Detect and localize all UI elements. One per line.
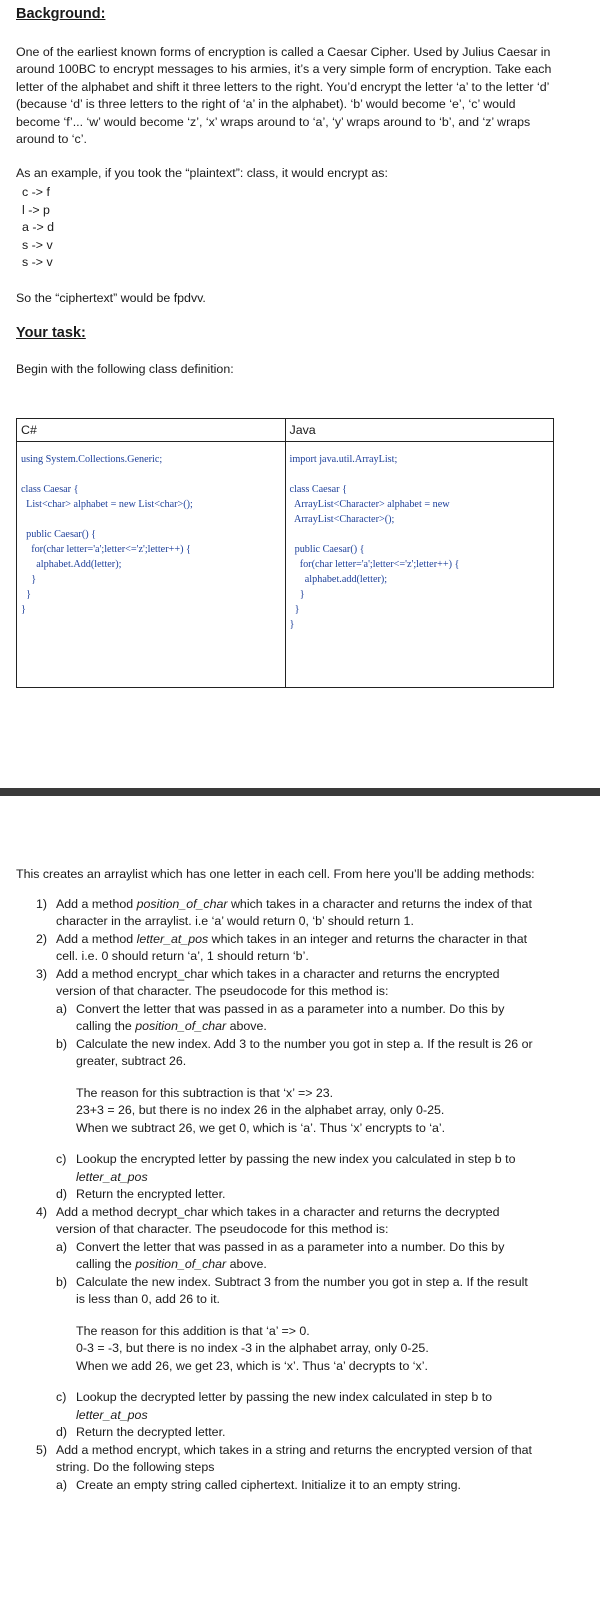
- step-3: [16, 966, 538, 1001]
- step-4d: [16, 1424, 538, 1442]
- code-line: }: [21, 574, 37, 585]
- code-line: import java.util.ArrayList;: [289, 454, 398, 465]
- code-line: ArrayList<Character>();: [289, 514, 395, 525]
- code-line: List<char> alphabet = new List<char>();: [21, 499, 193, 510]
- code-line: public Caesar() {: [21, 529, 97, 540]
- step-5-substeps: [16, 1477, 538, 1495]
- step-4a: [16, 1239, 538, 1274]
- step-number: 5): [36, 1442, 48, 1457]
- step-3-substeps: [16, 1001, 538, 1071]
- example-mapping-list: [22, 184, 556, 272]
- java-code-block: [290, 442, 550, 632]
- note-line: When we add 26, we get 23, which is ‘x’. Thus ‘a’ decrypts to ‘x’.: [76, 1358, 428, 1373]
- substep-letter: a): [56, 1239, 68, 1254]
- methods-section: [16, 866, 538, 1494]
- step-4-note: [16, 1323, 538, 1376]
- example-mapping-line: a -> d: [22, 220, 55, 234]
- page-divider: [0, 788, 600, 796]
- step-text: Add a method decrypt_char which takes in a character and returns the decrypted version of that character. The pseudocode for this method is:: [56, 1204, 500, 1236]
- substep-letter: b): [56, 1274, 68, 1289]
- step-text: Add a method encrypt_char which takes in a character and returns the encrypted version of that character. The pseudocode for this method is:: [56, 966, 500, 998]
- method-name: letter_at_pos: [76, 1407, 148, 1422]
- step-text: Add a method: [56, 896, 137, 911]
- java-code-cell: [285, 442, 554, 688]
- substep-letter: c): [56, 1152, 67, 1166]
- step-4b: [16, 1274, 538, 1309]
- code-line: }: [21, 589, 31, 600]
- code-line: for(char letter='a';letter<='z';letter++) {: [289, 559, 460, 570]
- step-number: 1): [36, 896, 48, 911]
- background-section: [16, 6, 556, 378]
- csharp-code-cell: [17, 442, 286, 688]
- step-3-substeps-continued: [16, 1151, 538, 1204]
- code-line: }: [21, 604, 26, 615]
- code-line: }: [289, 619, 295, 630]
- csharp-code-block: [21, 442, 281, 617]
- substep-text: Create an empty string called ciphertext. Initialize it to an empty string.: [76, 1477, 461, 1492]
- note-line: The reason for this addition is that ‘a’ => 0.: [76, 1323, 310, 1338]
- substep-text: Lookup the encrypted letter by passing the new index you calculated in step b to: [76, 1152, 516, 1166]
- step-3b: [16, 1036, 538, 1071]
- background-intro-paragraph: One of the earliest known forms of encryption is called a Caesar Cipher. Used by Julius Caesar in around 100BC to encrypt messages to his armies, it’s a very simple form of encryption. Take each letter of the alphabet and shift it three letters to the right. You’d encrypt the letter ‘a’ to the letter ‘d’ (because ‘d’ is three letters to the right of ‘a’ in the alphabet). ‘b’ would become ‘e’, ‘c’ would become ‘f’... ‘w’ would become ‘z’, ‘x’ wraps around to ‘a’, ‘y’ wraps around to ‘b’, and ‘z’ wraps around to ‘c’.: [16, 44, 552, 146]
- step-3a: [16, 1001, 538, 1036]
- class-definition-table: [16, 418, 554, 688]
- step-5: [16, 1442, 538, 1477]
- note-line: 23+3 = 26, but there is no index 26 in the alphabet array, only 0-25.: [76, 1103, 445, 1117]
- step-4: [16, 1204, 538, 1239]
- method-name: letter_at_pos: [76, 1169, 148, 1184]
- code-line: }: [289, 589, 305, 600]
- substep-letter: a): [56, 1001, 68, 1016]
- code-line: [290, 467, 550, 482]
- task-heading: Your task:: [16, 325, 86, 341]
- substep-letter: b): [56, 1036, 68, 1051]
- code-line: class Caesar {: [289, 484, 348, 495]
- code-line: }: [289, 604, 300, 615]
- code-line: [290, 527, 550, 542]
- step-3-note: [16, 1085, 538, 1138]
- substep-text: Return the decrypted letter.: [76, 1425, 226, 1439]
- substep-letter: a): [56, 1477, 68, 1492]
- page2-intro: This creates an arraylist which has one letter in each cell. From here you’ll be adding methods:: [16, 867, 535, 881]
- step-3c: [16, 1151, 538, 1186]
- substep-text: Return the encrypted letter.: [76, 1187, 226, 1201]
- task-begin-text: Begin with the following class definition:: [16, 361, 234, 376]
- code-line: public Caesar() {: [289, 544, 365, 555]
- substep-letter: d): [56, 1425, 68, 1439]
- step-text: which takes in an integer and returns the character in that cell. i.e. 0 should return ‘a’, 1 should return ‘b’.: [56, 931, 528, 963]
- step-4-substeps: [16, 1239, 538, 1309]
- code-line: alphabet.add(letter);: [289, 574, 388, 585]
- step-text: which takes in a character and returns the index of that character in the arraylist. i.e ‘a’ would return 0, ‘b’ should return 1.: [56, 896, 532, 928]
- step-4-substeps-continued: [16, 1389, 538, 1442]
- example-mapping-line: c -> f: [22, 185, 50, 199]
- method-name: letter_at_pos: [136, 931, 209, 946]
- note-line: 0-3 = -3, but there is no index -3 in the alphabet array, only 0-25.: [76, 1341, 429, 1355]
- document-page-1: [0, 0, 600, 788]
- note-line: When we subtract 26, we get 0, which is ‘a’. Thus ‘x’ encrypts to ‘a’.: [76, 1120, 446, 1135]
- step-number: 4): [36, 1204, 48, 1219]
- ciphertext-result: So the “ciphertext” would be fpdvv.: [16, 290, 206, 305]
- example-mapping-line: l -> p: [22, 202, 50, 217]
- step-5a: [16, 1477, 538, 1495]
- code-line: [21, 467, 281, 482]
- code-line: class Caesar {: [21, 484, 79, 495]
- substep-text: above.: [226, 1257, 267, 1271]
- code-line: ArrayList<Character> alphabet = new: [289, 499, 450, 510]
- step-text: Add a method encrypt, which takes in a string and returns the encrypted version of that string. Do the following steps: [56, 1442, 532, 1474]
- code-line: [21, 512, 281, 527]
- method-steps-list: [16, 896, 538, 1001]
- note-line: The reason for this subtraction is that ‘x’ => 23.: [76, 1085, 334, 1100]
- step-1: [16, 896, 538, 931]
- code-line: using System.Collections.Generic;: [21, 454, 163, 465]
- method-name: position_of_char: [136, 896, 228, 911]
- step-4c: [16, 1389, 538, 1424]
- method-steps-list-final: [16, 1442, 538, 1477]
- java-column-header: Java: [285, 419, 554, 442]
- method-name: position_of_char: [135, 1019, 227, 1033]
- background-heading: Background:: [16, 6, 106, 22]
- substep-text: Calculate the new index. Add 3 to the number you got in step a. If the result is 26 or greater, subtract 26.: [76, 1036, 533, 1068]
- step-2: [16, 931, 538, 966]
- step-number: 3): [36, 966, 48, 981]
- code-line: for(char letter='a';letter<='z';letter++) {: [21, 544, 191, 555]
- substep-letter: d): [56, 1187, 68, 1201]
- substep-text: Calculate the new index. Subtract 3 from the number you got in step a. If the result is less than 0, add 26 to it.: [76, 1274, 528, 1306]
- example-mapping-line: s -> v: [22, 237, 53, 252]
- csharp-column-header: C#: [17, 419, 286, 442]
- step-3d: [16, 1186, 538, 1204]
- substep-text: above.: [226, 1019, 267, 1033]
- code-line: alphabet.Add(letter);: [21, 559, 122, 570]
- example-intro: As an example, if you took the “plaintext”: class, it would encrypt as:: [16, 165, 388, 180]
- step-number: 2): [36, 931, 48, 946]
- step-text: Add a method: [56, 931, 137, 946]
- substep-text: Lookup the decrypted letter by passing the new index calculated in step b to: [76, 1390, 493, 1404]
- substep-text: Convert the letter that was passed in as a parameter into a number. Do this by calling the: [76, 1001, 505, 1033]
- substep-letter: c): [56, 1390, 67, 1404]
- method-name: position_of_char: [135, 1257, 227, 1271]
- substep-text: Convert the letter that was passed in as a parameter into a number. Do this by calling the: [76, 1239, 505, 1271]
- example-mapping-line: s -> v: [22, 255, 53, 269]
- method-steps-list-continued: [16, 1204, 538, 1239]
- document-page-2: [0, 796, 600, 1622]
